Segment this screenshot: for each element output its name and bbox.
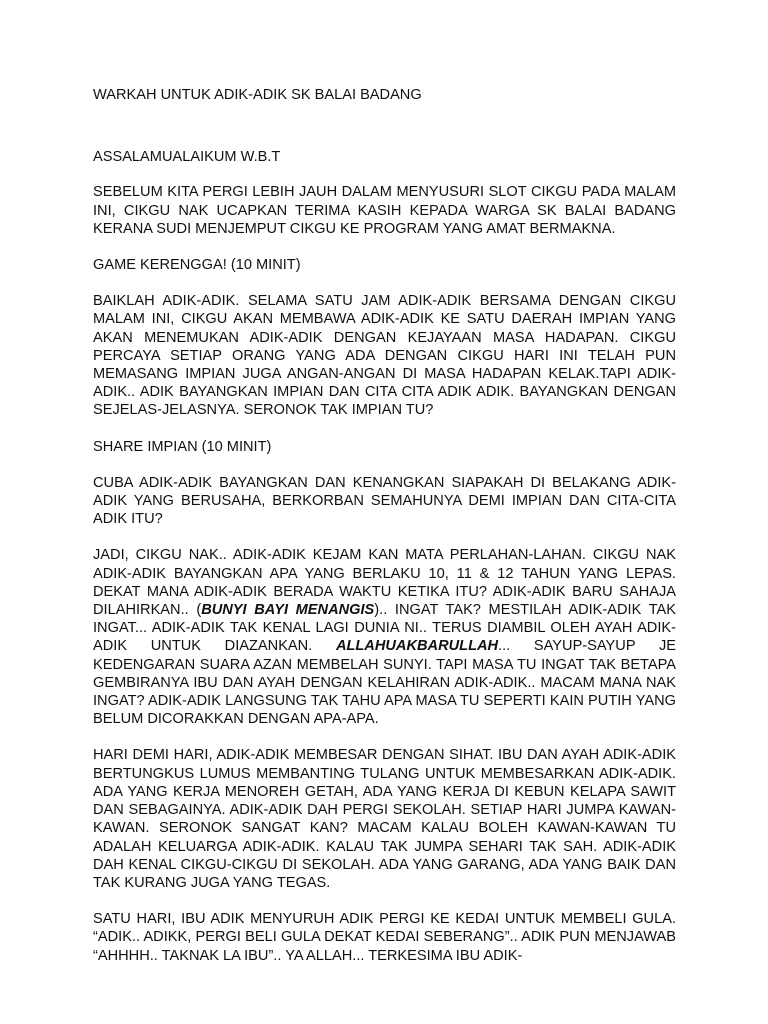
emphasis-bunyi-bayi: BUNYI BAYI MENANGIS [201,602,375,619]
document-title: WARKAH UNTUK ADIK-ADIK SK BALAI BADANG [93,87,422,103]
paragraph-jadi [93,546,676,728]
paragraph-jadi-part3: ... SAYUP-SAYUP JE KEDENGARAN SUARA AZAN MEMBELAH SUNYI. TAPI MASA TU INGAT TAK BETAPA GEMBIRANYA IBU DAN AYAH DENGAN KELAHIRAN ADIK-ADIK.. MACAM MANA NAK INGAT? ADIK-ADIK LANGSUNG TAK TAHU APA MASA TU SEPERTI KAIN PUTIH YANG BELUM DICORAKKAN DENGAN APA-APA. [93,638,676,728]
paragraph-jadi-part2: ).. INGAT TAK? MESTILAH ADIK-ADIK TAK INGAT... ADIK-ADIK TAK KENAL LAGI DUNIA NI.. TERUS DIAMBIL OLEH AYAH ADIK-ADIK UNTUK DIAZANKAN. [93,602,677,655]
paragraph-satu-hari: SATU HARI, IBU ADIK MENYURUH ADIK PERGI KE KEDAI UNTUK MEMBELI GULA. “ADIK.. ADIKK, PERGI BELI GULA DEKAT KEDAI SEBERANG”.. ADIK PUN MENJAWAB “AHHHH.. TAKNAK LA IBU”.. YA ALLAH... TERKESIMA IBU ADIK- [93,911,676,964]
section-heading-share: SHARE IMPIAN (10 MINIT) [93,438,272,455]
paragraph-jadi-part1: JADI, CIKGU NAK.. ADIK-ADIK KEJAM KAN MATA PERLAHAN-LAHAN. CIKGU NAK ADIK-ADIK BAYANGKAN APA YANG BERLAKU 10, 11 & 12 TAHUN YANG LEPAS. DEKAT MANA ADIK-ADIK BERADA WAKTU KETIKA ITU? ADIK-ADIK BARU SAHAJA DILAHIRKAN.. ( [93,547,676,619]
section-heading-game: GAME KERENGGA! (10 MINIT) [93,257,301,274]
paragraph-hari: HARI DEMI HARI, ADIK-ADIK MEMBESAR DENGAN SIHAT. IBU DAN AYAH ADIK-ADIK BERTUNGKUS LUMUS MEMBANTING TULANG UNTUK MEMBESARKAN ADIK-ADIK. ADA YANG KERJA MENOREH GETAH, ADA YANG KERJA DI KEBUN KELAPA SAWIT DAN SEBAGAINYA. ADIK-ADIK DAH PERGI SEKOLAH. SETIAP HARI JUMPA KAWAN-KAWAN. SERONOK SANGAT KAN? MACAM KALAU BOLEH KAWAN-KAWAN TU ADALAH KELUARGA ADIK-ADIK. KALAU TAK JUMPA SEHARI TAK SAH. ADIK-ADIK DAH KENAL CIKGU-CIKGU DI SEKOLAH. ADA YANG GARANG, ADA YANG BAIK DAN TAK KURANG JUGA YANG TEGAS. [93,747,676,891]
emphasis-allahuakbar: ALLAHUAKBARULLAH [335,638,499,655]
greeting: ASSALAMUALAIKUM W.B.T [93,149,281,166]
paragraph-baiklah: BAIKLAH ADIK-ADIK. SELAMA SATU JAM ADIK-ADIK BERSAMA DENGAN CIKGU MALAM INI, CIKGU AKAN MEMBAWA ADIK-ADIK KE SATU DAERAH IMPIAN YANG AKAN MENEMUKAN ADIK-ADIK DENGAN KEJAYAAN MASA HADAPAN. CIKGU PERCAYA SETIAP ORANG YANG ADA DENGAN CIKGU HARI INI TELAH PUN MEMASANG IMPIAN JUGA ANGAN-ANGAN DI MASA HADAPAN KELAK.TAPI ADIK-ADIK.. ADIK BAYANGKAN IMPIAN DAN CITA CITA ADIK ADIK. BAYANGKAN DENGAN SEJELAS-JELASNYA. SERONOK TAK IMPIAN TU? [93,293,676,419]
document-page [93,86,676,965]
paragraph-cuba: CUBA ADIK-ADIK BAYANGKAN DAN KENANGKAN SIAPAKAH DI BELAKANG ADIK-ADIK YANG BERUSAHA, BERKORBAN SEMAHUNYA DEMI IMPIAN DAN CITA-CITA ADIK ITU? [93,474,676,528]
intro-paragraph: SEBELUM KITA PERGI LEBIH JAUH DALAM MENYUSURI SLOT CIKGU PADA MALAM INI, CIKGU NAK UCAPKAN TERIMA KASIH KEPADA WARGA SK BALAI BADANG KERANA SUDI MENJEMPUT CIKGU KE PROGRAM YANG AMAT BERMAKNA. [93,184,676,237]
